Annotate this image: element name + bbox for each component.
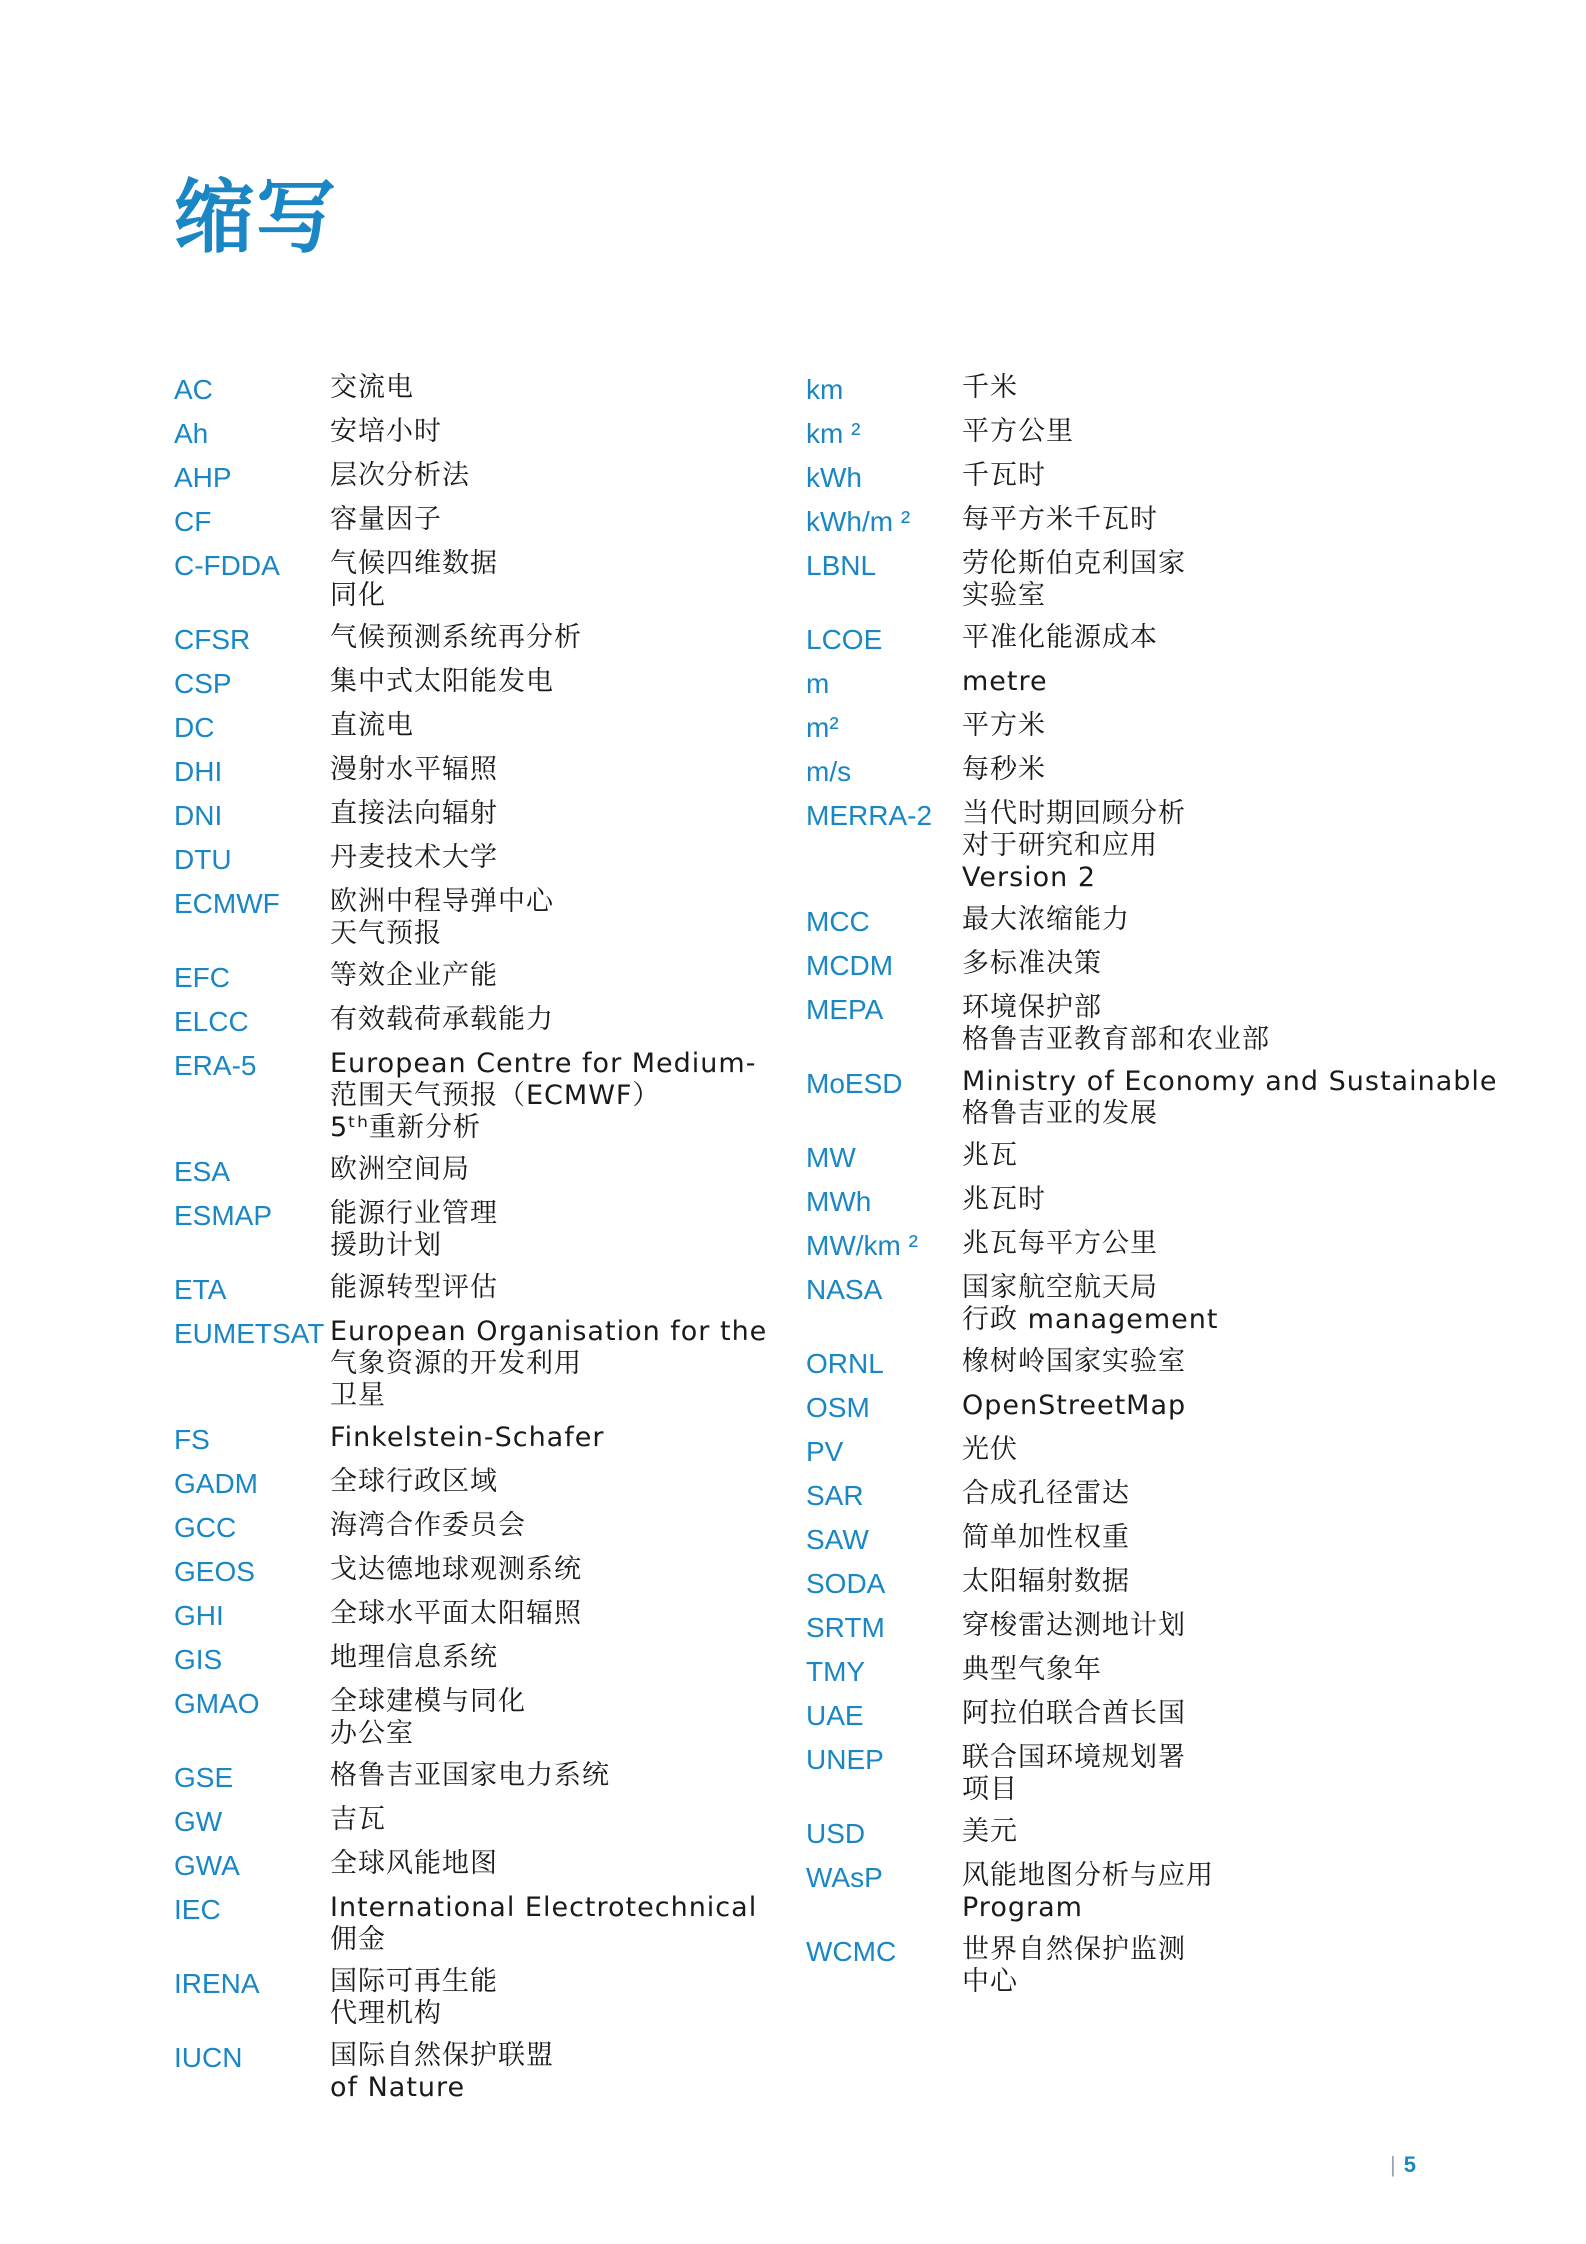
abbreviation-term: km	[806, 374, 844, 405]
abbreviation-definition	[330, 1198, 498, 1262]
definition-line: 吉瓦	[330, 1804, 386, 1835]
abbreviation-definition	[962, 754, 1046, 786]
abbreviation-term: MEPA	[806, 994, 884, 1025]
definition-line: 合成孔径雷达	[962, 1478, 1130, 1509]
definition-line: 国际自然保护联盟	[330, 2040, 554, 2071]
abbreviation-definition	[330, 416, 442, 448]
definition-line: 太阳辐射数据	[962, 1566, 1130, 1597]
definition-line: 地理信息系统	[330, 1642, 498, 1673]
abbreviation-term: m/s	[806, 756, 852, 787]
abbreviation-entry	[806, 460, 1496, 494]
abbreviation-term: ELCC	[174, 1006, 249, 1037]
definition-line: 千瓦时	[962, 460, 1046, 491]
abbreviation-definition	[330, 1760, 610, 1792]
abbreviation-definition	[330, 2040, 554, 2104]
definition-line: 橡树岭国家实验室	[962, 1346, 1186, 1377]
abbreviation-term: WCMC	[806, 1936, 897, 1967]
definition-line: 全球风能地图	[330, 1848, 498, 1879]
definition-line: 穿梭雷达测地计划	[962, 1610, 1186, 1641]
abbreviation-term: LCOE	[806, 624, 883, 655]
abbreviation-list-left	[174, 372, 834, 2114]
abbreviation-term: ESA	[174, 1156, 231, 1187]
abbreviation-entry	[174, 1272, 834, 1306]
abbreviation-entry	[174, 960, 834, 994]
abbreviation-definition	[962, 710, 1046, 742]
definition-line: 能源行业管理	[330, 1198, 498, 1229]
abbreviation-definition	[962, 1140, 1018, 1172]
abbreviation-term: USD	[806, 1818, 866, 1849]
definition-line: OpenStreetMap	[962, 1390, 1187, 1421]
abbreviation-list-right	[806, 372, 1496, 2008]
abbreviation-term: MCC	[806, 906, 870, 937]
definition-line: 千米	[962, 372, 1018, 403]
abbreviation-entry	[806, 754, 1496, 788]
abbreviation-entry	[174, 1686, 834, 1750]
abbreviation-entry	[806, 1522, 1496, 1556]
abbreviation-entry	[174, 1510, 834, 1544]
definition-line: 丹麦技术大学	[330, 842, 498, 873]
abbreviation-entry	[174, 798, 834, 832]
abbreviation-entry	[806, 798, 1496, 894]
definition-line: Program	[962, 1892, 1083, 1923]
abbreviation-entry	[174, 460, 834, 494]
abbreviation-entry	[806, 1434, 1496, 1468]
abbreviation-entry	[174, 1760, 834, 1794]
abbreviation-definition	[330, 622, 582, 654]
page-number-divider: |	[1390, 2152, 1396, 2177]
abbreviation-entry	[806, 1566, 1496, 1600]
abbreviation-term: FS	[174, 1424, 210, 1455]
abbreviation-term: C-FDDA	[174, 550, 280, 581]
abbreviation-term: CFSR	[174, 624, 251, 655]
abbreviation-term: GCC	[174, 1512, 237, 1543]
abbreviation-definition	[330, 1848, 498, 1880]
abbreviation-term: Ah	[174, 418, 209, 449]
abbreviation-entry	[174, 1804, 834, 1838]
definition-line: 直流电	[330, 710, 414, 741]
abbreviation-definition	[962, 1698, 1186, 1730]
abbreviation-entry	[806, 1478, 1496, 1512]
definition-line: 国家航空航天局	[962, 1272, 1158, 1303]
definition-line: 对于研究和应用	[962, 830, 1158, 861]
page-number-value: 5	[1403, 2152, 1416, 2177]
definition-line: European Organisation for the	[330, 1316, 768, 1347]
definition-line: 安培小时	[330, 416, 442, 447]
abbreviation-definition	[962, 1390, 1186, 1422]
abbreviation-definition	[330, 798, 498, 830]
definition-line: 同化	[330, 580, 386, 611]
definition-line: 实验室	[962, 580, 1046, 611]
definition-line: 格鲁吉亚国家电力系统	[330, 1760, 610, 1791]
abbreviation-definition	[962, 1610, 1186, 1642]
abbreviation-term: ERA-5	[174, 1050, 257, 1081]
abbreviation-definition	[962, 1434, 1018, 1466]
definition-line: Finkelstein-Schafer	[330, 1422, 605, 1453]
abbreviation-definition	[330, 1554, 582, 1586]
abbreviation-definition	[330, 1422, 604, 1454]
abbreviation-entry	[806, 1140, 1496, 1174]
abbreviation-entry	[806, 1184, 1496, 1218]
abbreviation-entry	[806, 1934, 1496, 1998]
abbreviation-entry	[174, 1198, 834, 1262]
abbreviation-term: SODA	[806, 1568, 886, 1599]
abbreviation-entry	[806, 1272, 1496, 1336]
abbreviation-entry	[806, 666, 1496, 700]
abbreviation-entry	[174, 622, 834, 656]
abbreviation-entry	[806, 1346, 1496, 1380]
abbreviation-entry	[806, 1610, 1496, 1644]
abbreviation-entry	[806, 622, 1496, 656]
abbreviation-entry	[174, 1554, 834, 1588]
abbreviation-term: AHP	[174, 462, 232, 493]
abbreviation-definition	[962, 460, 1046, 492]
definition-line: 环境保护部	[962, 992, 1102, 1023]
abbreviation-definition	[962, 1934, 1186, 1998]
abbreviation-entry	[174, 1966, 834, 2030]
abbreviation-entry	[174, 2040, 834, 2104]
abbreviation-term: MW	[806, 1142, 856, 1173]
definition-line: 戈达德地球观测系统	[330, 1554, 582, 1585]
abbreviation-entry	[174, 886, 834, 950]
definition-line: 阿拉伯联合酋长国	[962, 1698, 1186, 1729]
abbreviation-entry	[806, 1742, 1496, 1806]
abbreviation-term: GHI	[174, 1600, 224, 1631]
definition-line: 多标准决策	[962, 948, 1102, 979]
abbreviation-definition	[330, 1004, 554, 1036]
abbreviation-definition	[330, 1048, 756, 1144]
definition-line: metre	[962, 666, 1048, 697]
abbreviation-definition	[962, 904, 1130, 936]
abbreviation-term: PV	[806, 1436, 844, 1467]
definition-line: International Electrotechnical	[330, 1892, 758, 1923]
abbreviation-entry	[174, 710, 834, 744]
abbreviation-entry	[174, 1422, 834, 1456]
definition-line: 全球建模与同化	[330, 1686, 526, 1717]
abbreviation-entry	[174, 1316, 834, 1412]
abbreviation-term: km ²	[806, 418, 861, 449]
abbreviation-term: TMY	[806, 1656, 866, 1687]
abbreviation-definition	[962, 1860, 1214, 1924]
abbreviation-entry	[806, 948, 1496, 982]
definition-line: 佣金	[330, 1924, 386, 1955]
definition-line: 全球行政区域	[330, 1466, 498, 1497]
abbreviation-term: MCDM	[806, 950, 894, 981]
abbreviation-term: EUMETSAT	[174, 1318, 325, 1349]
abbreviation-entry	[174, 1048, 834, 1144]
definition-line: 欧洲空间局	[330, 1154, 470, 1185]
definition-line: 漫射水平辐照	[330, 754, 498, 785]
abbreviation-definition	[962, 504, 1158, 536]
definition-line: Version 2	[962, 862, 1097, 893]
definition-line: 国际可再生能	[330, 1966, 498, 1997]
abbreviation-term: UNEP	[806, 1744, 884, 1775]
abbreviation-definition	[330, 1466, 498, 1498]
definition-line: 卫星	[330, 1380, 386, 1411]
abbreviation-definition	[330, 1686, 526, 1750]
abbreviation-term: DTU	[174, 844, 232, 875]
abbreviation-entry	[174, 1154, 834, 1188]
page-title: 缩写	[174, 171, 338, 264]
definition-line: 援助计划	[330, 1230, 442, 1261]
definition-line: 气候四维数据	[330, 548, 498, 579]
abbreviation-entry	[174, 1598, 834, 1632]
abbreviation-entry	[806, 504, 1496, 538]
abbreviation-definition	[962, 1522, 1130, 1554]
abbreviation-term: ESMAP	[174, 1200, 273, 1231]
abbreviation-term: EFC	[174, 962, 230, 993]
abbreviation-entry	[806, 1066, 1496, 1130]
abbreviation-term: SAW	[806, 1524, 869, 1555]
abbreviation-definition	[330, 1316, 767, 1412]
abbreviation-term: GEOS	[174, 1556, 255, 1587]
abbreviation-term: MW/km ²	[806, 1230, 918, 1261]
abbreviation-term: m²	[806, 712, 839, 743]
abbreviation-entry	[806, 548, 1496, 612]
definition-line: 每平方米千瓦时	[962, 504, 1158, 535]
abbreviation-term: GIS	[174, 1644, 223, 1675]
definition-line: 联合国环境规划署	[962, 1742, 1186, 1773]
abbreviation-definition	[330, 710, 414, 742]
abbreviation-definition	[330, 372, 414, 404]
abbreviation-definition	[330, 504, 442, 536]
definition-line: 直接法向辐射	[330, 798, 498, 829]
definition-line: 典型气象年	[962, 1654, 1102, 1685]
abbreviation-term: ORNL	[806, 1348, 884, 1379]
abbreviation-entry	[174, 1466, 834, 1500]
definition-line: 交流电	[330, 372, 414, 403]
abbreviation-term: GMAO	[174, 1688, 260, 1719]
definition-line: 风能地图分析与应用	[962, 1860, 1214, 1891]
abbreviation-definition	[962, 1066, 1498, 1130]
abbreviation-term: SAR	[806, 1480, 864, 1511]
abbreviation-definition	[962, 798, 1186, 894]
abbreviation-entry	[174, 504, 834, 538]
abbreviation-definition	[962, 1566, 1130, 1598]
definition-line: 海湾合作委员会	[330, 1510, 526, 1541]
abbreviation-definition	[962, 1478, 1130, 1510]
definition-line: 平准化能源成本	[962, 622, 1158, 653]
abbreviation-definition	[330, 960, 498, 992]
abbreviation-definition	[330, 1598, 582, 1630]
abbreviation-term: MWh	[806, 1186, 872, 1217]
definition-line: 世界自然保护监测	[962, 1934, 1186, 1965]
abbreviation-definition	[330, 1642, 498, 1674]
definition-line: 代理机构	[330, 1998, 442, 2029]
definition-line: 集中式太阳能发电	[330, 666, 554, 697]
abbreviation-term: GSE	[174, 1762, 234, 1793]
abbreviation-entry	[174, 1848, 834, 1882]
abbreviation-entry	[806, 372, 1496, 406]
abbreviation-entry	[174, 842, 834, 876]
definition-line: 格鲁吉亚的发展	[962, 1098, 1158, 1129]
abbreviation-entry	[806, 1654, 1496, 1688]
definition-line: 当代时期回顾分析	[962, 798, 1186, 829]
definition-line: 行政 management	[962, 1304, 1219, 1335]
abbreviation-definition	[962, 1742, 1186, 1806]
definition-line: of Nature	[330, 2072, 466, 2103]
definition-line: 欧洲中程导弹中心	[330, 886, 554, 917]
abbreviation-entry	[174, 1892, 834, 1956]
definition-line: 每秒米	[962, 754, 1046, 785]
abbreviation-entry	[174, 372, 834, 406]
abbreviation-term: OSM	[806, 1392, 870, 1423]
abbreviation-term: MERRA-2	[806, 800, 933, 831]
abbreviation-definition	[962, 416, 1074, 448]
definition-line: 全球水平面太阳辐照	[330, 1598, 582, 1629]
abbreviation-entry	[174, 1642, 834, 1676]
abbreviation-definition	[330, 1804, 386, 1836]
abbreviation-definition	[962, 1816, 1018, 1848]
abbreviation-definition	[962, 948, 1102, 980]
definition-line: 中心	[962, 1966, 1018, 1997]
abbreviation-definition	[330, 754, 498, 786]
abbreviation-definition	[962, 1184, 1046, 1216]
abbreviation-entry	[806, 1698, 1496, 1732]
abbreviation-entry	[806, 1860, 1496, 1924]
abbreviation-term: m	[806, 668, 830, 699]
abbreviation-term: IUCN	[174, 2042, 243, 2073]
definition-line: 有效载荷承载能力	[330, 1004, 554, 1035]
abbreviation-definition	[962, 666, 1048, 698]
abbreviation-definition	[962, 1654, 1102, 1686]
abbreviation-definition	[962, 1272, 1218, 1336]
abbreviation-term: kWh	[806, 462, 862, 493]
abbreviation-definition	[330, 1154, 470, 1186]
definition-line: 平方公里	[962, 416, 1074, 447]
abbreviation-term: IRENA	[174, 1968, 260, 1999]
abbreviation-definition	[330, 1272, 498, 1304]
definition-line: 气象资源的开发利用	[330, 1348, 582, 1379]
definition-line: 劳伦斯伯克利国家	[962, 548, 1186, 579]
abbreviation-term: DHI	[174, 756, 223, 787]
abbreviation-term: LBNL	[806, 550, 877, 581]
definition-line: 层次分析法	[330, 460, 470, 491]
abbreviation-entry	[174, 754, 834, 788]
abbreviation-definition	[330, 666, 554, 698]
abbreviation-definition	[962, 548, 1186, 612]
definition-line: 平方米	[962, 710, 1046, 741]
definition-line: 5ᵗʰ重新分析	[330, 1112, 482, 1143]
definition-line: 项目	[962, 1774, 1018, 1805]
abbreviation-term: NASA	[806, 1274, 883, 1305]
abbreviation-term: MoESD	[806, 1068, 903, 1099]
definition-line: 光伏	[962, 1434, 1018, 1465]
abbreviation-term: GWA	[174, 1850, 240, 1881]
abbreviation-definition	[330, 886, 554, 950]
abbreviation-term: SRTM	[806, 1612, 885, 1643]
definition-line: 办公室	[330, 1718, 414, 1749]
definition-line: 最大浓缩能力	[962, 904, 1130, 935]
definition-line: 兆瓦每平方公里	[962, 1228, 1158, 1259]
abbreviation-entry	[174, 548, 834, 612]
page-number	[1390, 2152, 1416, 2178]
abbreviation-definition	[330, 548, 498, 612]
abbreviation-term: kWh/m ²	[806, 506, 911, 537]
abbreviation-term: ETA	[174, 1274, 227, 1305]
abbreviation-entry	[806, 710, 1496, 744]
definition-line: 能源转型评估	[330, 1272, 498, 1303]
abbreviation-entry	[806, 1228, 1496, 1262]
abbreviation-term: WAsP	[806, 1862, 883, 1893]
abbreviation-definition	[962, 992, 1270, 1056]
definition-line: 兆瓦时	[962, 1184, 1046, 1215]
abbreviation-definition	[330, 460, 470, 492]
abbreviation-term: GADM	[174, 1468, 258, 1499]
definition-line: 天气预报	[330, 918, 442, 949]
definition-line: 范围天气预报（ECMWF）	[330, 1080, 661, 1111]
definition-line: 气候预测系统再分析	[330, 622, 582, 653]
definition-line: 等效企业产能	[330, 960, 498, 991]
abbreviation-definition	[330, 1892, 757, 1956]
abbreviation-definition	[962, 1346, 1186, 1378]
abbreviation-definition	[330, 1966, 498, 2030]
abbreviation-definition	[962, 622, 1158, 654]
abbreviation-definition	[330, 1510, 526, 1542]
abbreviation-entry	[174, 1004, 834, 1038]
abbreviation-entry	[806, 904, 1496, 938]
abbreviation-term: CF	[174, 506, 212, 537]
abbreviation-entry	[806, 416, 1496, 450]
abbreviation-term: DNI	[174, 800, 223, 831]
abbreviation-term: AC	[174, 374, 213, 405]
abbreviation-entry	[806, 1390, 1496, 1424]
abbreviation-term: IEC	[174, 1894, 221, 1925]
abbreviation-entry	[806, 1816, 1496, 1850]
definition-line: 美元	[962, 1816, 1018, 1847]
abbreviation-definition	[962, 372, 1018, 404]
abbreviation-entry	[806, 992, 1496, 1056]
abbreviation-entry	[174, 416, 834, 450]
abbreviation-term: ECMWF	[174, 888, 280, 919]
abbreviation-definition	[330, 842, 498, 874]
abbreviation-term: UAE	[806, 1700, 864, 1731]
definition-line: European Centre for Medium-	[330, 1048, 757, 1079]
abbreviation-entry	[174, 666, 834, 700]
definition-line: 容量因子	[330, 504, 442, 535]
abbreviation-term: DC	[174, 712, 215, 743]
definition-line: 格鲁吉亚教育部和农业部	[962, 1024, 1270, 1055]
definition-line: 简单加性权重	[962, 1522, 1130, 1553]
abbreviation-definition	[962, 1228, 1158, 1260]
definition-line: 兆瓦	[962, 1140, 1018, 1171]
definition-line: Ministry of Economy and Sustainable	[962, 1066, 1498, 1097]
abbreviation-term: GW	[174, 1806, 223, 1837]
abbreviation-term: CSP	[174, 668, 232, 699]
